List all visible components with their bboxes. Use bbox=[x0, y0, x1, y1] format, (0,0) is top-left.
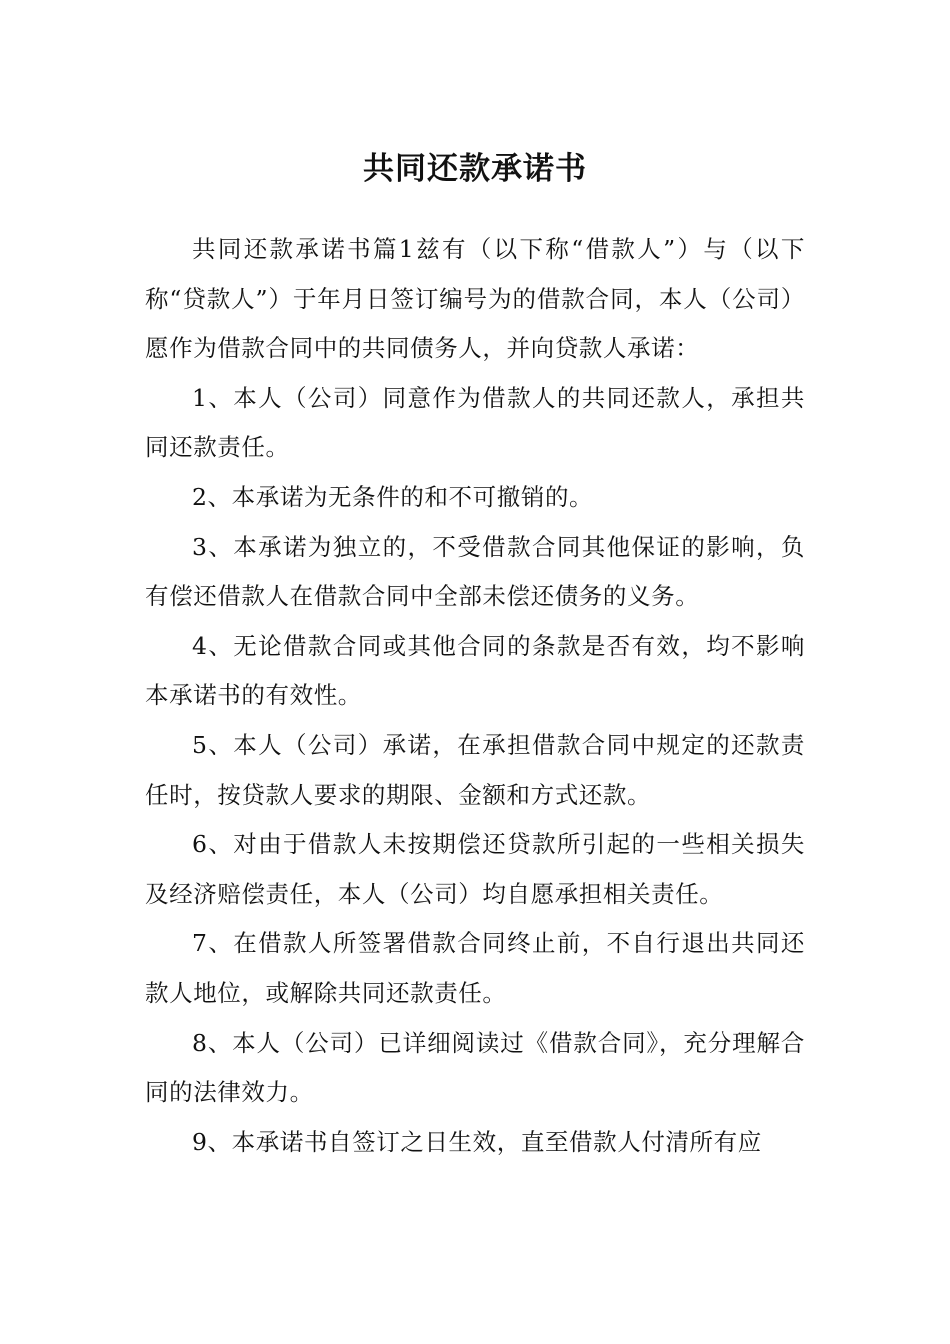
paragraph-clause-7: 7、在借款人所签署借款合同终止前，不自行退出共同还款人地位，或解除共同还款责任。 bbox=[145, 929, 805, 1007]
paragraph-clause-2: 2、本承诺为无条件的和不可撤销的。 bbox=[192, 482, 594, 511]
paragraph-clause-6: 6、对由于借款人未按期偿还贷款所引起的一些相关损失及经济赔偿责任，本人（公司）均自愿承担相关责任。 bbox=[145, 830, 805, 908]
paragraph-clause-9: 9、本承诺书自签订之日生效，直至借款人付清所有应 bbox=[192, 1127, 762, 1156]
paragraph-intro: 共同还款承诺书篇1兹有（以下称“借款人”）与（以下称“贷款人”）于年月日签订编号为的借款合同，本人（公司）愿作为借款合同中的共同债务人，并向贷款人承诺： bbox=[145, 235, 805, 363]
document-body bbox=[145, 225, 805, 1167]
paragraph-clause-3: 3、本承诺为独立的，不受借款合同其他保证的影响，负有偿还借款人在借款合同中全部未偿还债务的义务。 bbox=[145, 532, 805, 611]
document-title: 共同还款承诺书 bbox=[363, 150, 587, 187]
paragraph-clause-8: 8、本人（公司）已详细阅读过《借款合同》，充分理解合同的法律效力。 bbox=[145, 1028, 805, 1107]
paragraph-clause-5: 5、本人（公司）承诺，在承担借款合同中规定的还款责任时，按贷款人要求的期限、金额和方式还款。 bbox=[145, 730, 805, 809]
paragraph-clause-4: 4、无论借款合同或其他合同的条款是否有效，均不影响本承诺书的有效性。 bbox=[145, 631, 805, 710]
paragraph-clause-1: 1、本人（公司）同意作为借款人的共同还款人，承担共同还款责任。 bbox=[145, 383, 805, 462]
